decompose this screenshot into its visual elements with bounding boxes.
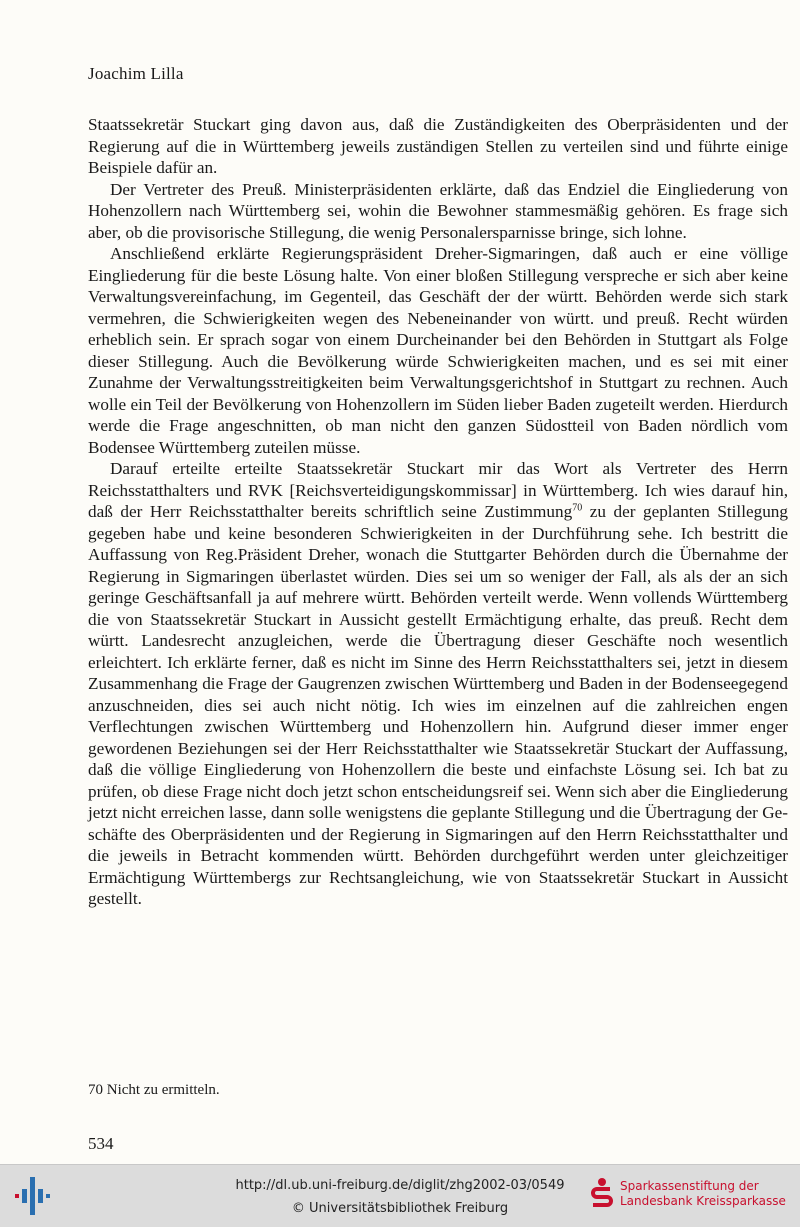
running-header-author: Joachim Lilla bbox=[88, 64, 184, 83]
sparkasse-s-logo-icon[interactable] bbox=[590, 1177, 614, 1213]
paragraph-1: Staatssekretär Stuckart ging davon aus, daß die Zuständigkeiten des Oberpräsidenten und der Regierung auf die in Württemberg jeweils zuständigen Stellen zu verteilen sind und führte einige Beispiele dafür an. bbox=[88, 115, 788, 177]
copyright-notice: © Universitätsbibliothek Freiburg bbox=[291, 1201, 509, 1216]
paragraph-4-part-2: zu der geplanten Stillegung gegeben habe und keine besonderen Schwierigkeiten in der Durchführung sehe. Ich bestritt die Auffassung von Reg.Präsident Dreher, wonach die Stuttgarter Behörden durch die Übernahme der Regierung in Sigmaringen überlastet würden. Dies sei um so weniger der Fall, als als der an sich geringe Geschäftsanfall ja auf mehrere württ. Behörden verteilt werde. Wenn vollends Württemberg die von Staatssekretär Stuckart in Aussicht gestellt Ermächtigung erhalte, das preuß. Recht dem württ. Landesrecht anzugleichen, werde die Übertragung dieser Geschäfte noch wesentlich erleichtert. Ich erklärte ferner, daß es nicht im Sinne des Herrn Reichsstatthalters sei, jetzt in diesem Zusammenhang die Frage der Gaugrenzen zwischen Württemberg und Baden in der Bodenseegegend anzuschneiden, dies sei auch nicht nötig. Ich wies im einzelnen auf die zahlreichen engen Verflechtungen zwischen Württemberg und Hohenzollern hin. Aufgrund dieser immer enger gewordenen Beziehungen sei der Herr Reichsstatthalter wie Staatssekretär Stuckart der Auffassung, daß die völlige Eingliederung von Hohenzollern die beste und einfachste Lösung sei. Ich bat zu prüfen, ob diese Frage nicht doch jetzt schon entscheidungsreif sei. Wenn sich aber die Eingliederung jetzt nicht erreichen lasse, dann solle wenigstens die geplante Stillegung und die Übertragung der Geschäfte des Oberpräsidenten und der Regierung in Sigmaringen auf den Herrn Reichsstatthalter und die jeweils in Betracht kommenden württ. Behörden durchgeführt werden unter gleichzeitiger Ermächtigung Württembergs zur Rechtsangleichung, wie von Staatssekretär Stuckart in Aussicht gestellt. bbox=[88, 502, 788, 908]
paragraph-3: Anschließend erklärte Regierungspräsident Dreher-Sigmaringen, daß auch er eine völlige Eingliederung für die beste Lösung halte. Von einer bloßen Stillegung verspreche er sich aber keine Verwaltungsvereinfachung, im Gegenteil, das Geschäft der der württ. Behörden werde sich stark vermehren, die Schwierigkeiten wegen des Nebeneinander von württ. und preuß. Recht würden erheblich sein. Er sprach sogar von einem Durcheinander bei den Behörden in Stuttgart als Folge dieser Stillegung. Auch die Bevölkerung würde Schwierigkeiten machen, und es sei mit einer Zunahme der Verwaltungsstreitigkeiten beim Verwaltungsgerichtshof in Stuttgart zu rechnen. Auch wolle ein Teil der Bevölkerung von Hohenzollern im Süden lieber Baden zugeteilt werden. Hierdurch werde die Frage angeschnitten, ob man nicht den ganzen Südostteil von Baden nördlich vom Bodensee Württemberg zuteilen müsse. bbox=[88, 244, 788, 457]
footnote-70: 70 Nicht zu ermitteln. bbox=[88, 1082, 220, 1098]
footnote-reference[interactable]: 70 bbox=[572, 502, 583, 514]
sponsor-line-1: Sparkassenstiftung der bbox=[620, 1179, 759, 1193]
paragraph-2: Der Vertreter des Preuß. Ministerpräsidenten erklärte, daß das Endziel die Eingliederung von Hohenzollern nach Württemberg sei, wohin die Bewohner stammesmäßig gehören. Es frage sich aber, ob die provisorische Stillegung, die wenig Personalersparnisse bringe, sich lohne. bbox=[88, 179, 788, 242]
sponsor-name[interactable] bbox=[620, 1179, 798, 1209]
page-number: 534 bbox=[88, 1134, 114, 1153]
main-text bbox=[88, 114, 788, 910]
paragraph-4-part-1: Darauf erteilte erteilte Staatssekretär Stuckart mir das Wort als Vertreter des Herrn Reichsstatthalters und RVK [Reichsverteidigungskommissar] in Württemberg. Ich wies darauf hin, daß der Herr Reichsstatthalter bereits schriftlich seine Zustimmung bbox=[88, 459, 788, 521]
viewer-footer bbox=[0, 1164, 800, 1227]
sponsor-line-2: Landesbank Kreissparkasse bbox=[620, 1194, 786, 1208]
document-url-link[interactable]: http://dl.ub.uni-freiburg.de/diglit/zhg2002-03/0549 bbox=[235, 1178, 565, 1193]
paragraph-4 bbox=[88, 458, 788, 910]
